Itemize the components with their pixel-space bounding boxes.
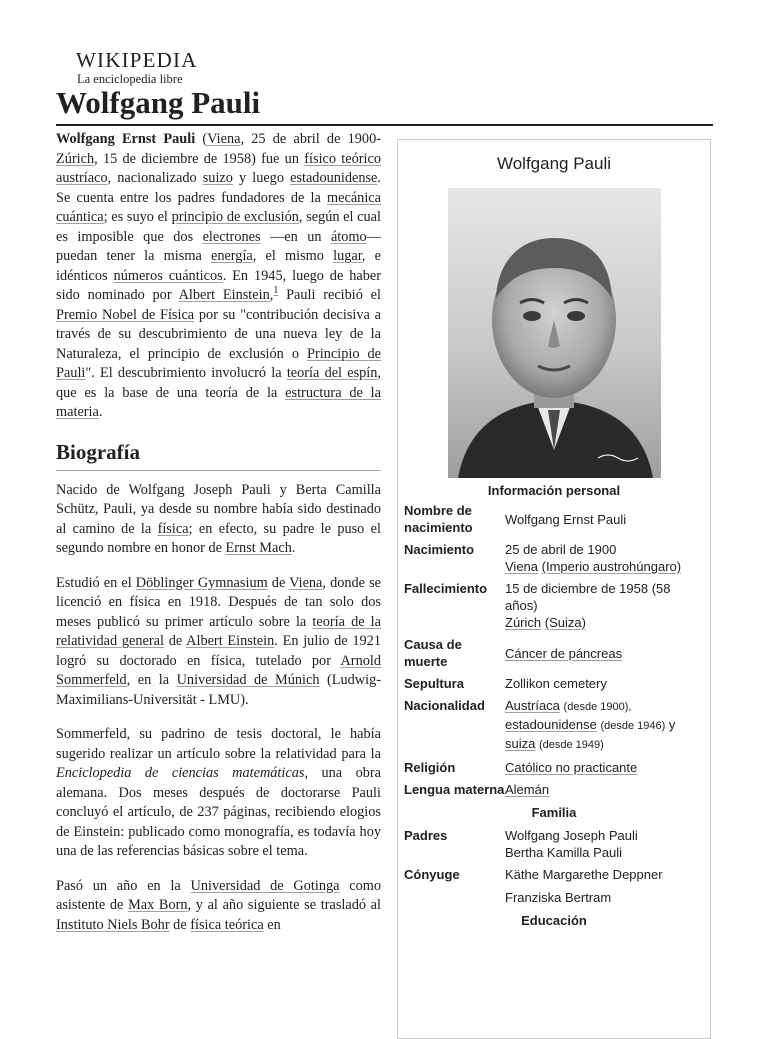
link-imperio-austrohungaro[interactable]: (Imperio austrohúngaro) (541, 559, 682, 574)
text: , que es la base de una teoría de la (56, 365, 381, 401)
infobox-rows (404, 502, 704, 935)
logo-wordmark: WIKIPEDIA (76, 48, 198, 72)
link-fisica[interactable]: física (157, 520, 189, 537)
infobox-title: Wolfgang Pauli (496, 154, 612, 173)
link-viena-infobox[interactable]: Viena (505, 559, 539, 574)
text: como asistente de (56, 877, 381, 913)
text: , el mismo (252, 248, 334, 264)
text: y luego (232, 170, 291, 186)
nationality-line-3 (505, 735, 704, 754)
link-viena-2[interactable]: Viena (289, 574, 323, 591)
link-fisica-teorica[interactable]: física teórica (190, 916, 264, 933)
text: Sommerfeld, su padrino de tesis doctoral, le había sugerido realizar un artículo sobre la relatividad para la (56, 726, 381, 762)
father: Wolfgang Joseph Pauli (505, 828, 638, 843)
page-title: Wolfgang Pauli (56, 85, 261, 120)
label-conyuge: Cónyuge (404, 867, 460, 882)
text: —en un (260, 228, 331, 245)
text: , (269, 287, 274, 303)
section-heading-biografia: Biografía (56, 438, 381, 471)
row-fallecimiento (404, 580, 704, 631)
text: . (291, 540, 296, 556)
link-energia[interactable]: energía (210, 248, 253, 264)
intro-paragraph (56, 128, 381, 423)
text: — puedan tener la misma (56, 228, 381, 264)
text: de (169, 916, 191, 933)
link-universidad-gotinga[interactable]: Universidad de Gotinga (190, 877, 340, 894)
value-nacionalidad (505, 697, 704, 754)
label-nacionalidad: Nacionalidad (404, 698, 485, 713)
text: , en la (126, 672, 177, 688)
link-estadounidense[interactable]: estadounidense (290, 170, 378, 186)
text: , según el cual es imposible que dos (56, 209, 381, 245)
text: . Se cuenta entre los padres fundadores de la (56, 170, 381, 206)
text: , donde se licenció en física en 1918. Después de tan solo dos meses publicó su primer artículo sobre la (56, 574, 381, 630)
since-1949: (desde 1949) (538, 739, 604, 751)
link-cancer-pancreas[interactable]: Cáncer de páncreas (505, 645, 623, 661)
biografia-paragraph-1 (56, 481, 381, 559)
link-estructura-materia[interactable]: estructura de la materia (56, 384, 381, 420)
label-causa-muerte: Causa de muerte (404, 637, 462, 669)
since-1946: (desde 1946) (600, 720, 666, 732)
text: ; en efecto, su padre le puso el segundo nombre en honor de (56, 520, 381, 556)
row-conyuge (404, 866, 704, 906)
link-universidad-munich[interactable]: Universidad de Múnich (176, 672, 320, 688)
text: por su "contribución decisiva a través de su descubrimiento de una nueva ley de la Naturaleza, el principio de exclusión o (56, 306, 381, 362)
link-max-born[interactable]: Max Born (128, 897, 188, 913)
row-lengua (404, 781, 704, 798)
row-nacimiento (404, 541, 704, 575)
link-albert-einstein-2[interactable]: Albert Einstein (186, 633, 275, 649)
link-estadounidense-infobox[interactable]: estadounidense (505, 717, 597, 732)
link-lugar[interactable]: lugar (333, 248, 362, 264)
link-teoria-espin[interactable]: teoría del espín (286, 365, 378, 381)
value-religion-wrap (505, 759, 704, 776)
text: ; es suyo el (103, 209, 172, 225)
link-ernst-mach[interactable]: Ernst Mach (225, 540, 292, 556)
mother: Bertha Kamilla Pauli (505, 845, 623, 860)
text: . (98, 404, 103, 420)
row-nacionalidad (404, 697, 704, 754)
link-premio-nobel[interactable]: Premio Nobel de Física (56, 306, 195, 323)
link-zurich[interactable]: Zúrich (56, 150, 95, 167)
label-fallecimiento: Fallecimiento (404, 581, 488, 596)
row-causa-muerte (404, 636, 704, 670)
biografia-paragraph-4 (56, 877, 381, 936)
link-albert-einstein[interactable]: Albert Einstein (178, 287, 270, 303)
link-arnold-sommerfeld[interactable]: Arnold Sommerfeld (56, 652, 381, 688)
link-electrones[interactable]: electrones (202, 228, 261, 245)
link-zurich-infobox[interactable]: Zúrich (505, 615, 542, 630)
link-doblinger-gymnasium[interactable]: Döblinger Gymnasium (135, 574, 268, 591)
text: Nacido de Wolfgang Joseph Pauli y Berta Camilla Schütz, Pauli, ya desde su nombre había sido destinado al camino de la (56, 481, 381, 537)
link-numeros-cuanticos[interactable]: números cuánticos (113, 267, 223, 284)
biografia-paragraph-3 (56, 725, 381, 862)
link-fisico-teorico[interactable]: físico teórico (304, 150, 381, 167)
text: , 25 de abril de 1900- (240, 131, 381, 147)
value-nombre: Wolfgang Ernst Pauli (505, 511, 627, 527)
portrait-photo[interactable] (448, 188, 661, 478)
subject-name: Wolfgang Ernst Pauli (56, 131, 196, 147)
value-causa-muerte-wrap (505, 645, 704, 662)
text: Estudió en el (56, 574, 136, 591)
birth-date: 25 de abril de 1900 (505, 542, 617, 557)
text: . En julio de 1921 logró su doctorado en física, tutelado por (56, 633, 381, 669)
article-body (56, 128, 381, 950)
link-atomo[interactable]: átomo (330, 228, 367, 245)
value-sepultura: Zollikon cemetery (505, 676, 607, 691)
row-religion (404, 759, 704, 776)
label-religion: Religión (404, 760, 456, 775)
label-sepultura: Sepultura (404, 676, 464, 691)
text: Pasó un año en la (56, 877, 191, 894)
encyclopedia-title: Enciclopedia de ciencias matemáticas (56, 765, 305, 781)
link-austriaca[interactable]: Austríaca (505, 698, 560, 713)
link-suizo[interactable]: suizo (202, 170, 233, 186)
spouse-2: Franziska Bertram (505, 890, 612, 905)
portrait-drawing (448, 188, 661, 478)
text: ( (195, 131, 208, 147)
link-catolico[interactable]: Católico no practicante (505, 760, 638, 775)
infobox (397, 139, 711, 1039)
section-educacion: Educación (521, 913, 587, 928)
link-mecanica-cuantica[interactable]: mecánica cuántica (56, 189, 381, 225)
text: de (163, 633, 187, 649)
spouse-1: Käthe Margarethe Deppner (505, 867, 663, 882)
title-divider (56, 124, 713, 126)
text: (Ludwig-Maximilians-Universität - LMU). (56, 672, 381, 708)
section-familia: Familia (531, 805, 577, 820)
conjunction: y (665, 717, 676, 732)
link-aleman[interactable]: Alemán (505, 782, 550, 797)
text: , 15 de diciembre de 1958) fue un (94, 150, 305, 167)
link-principio-pauli[interactable]: Principio de Pauli (56, 345, 381, 381)
since-1900: (desde 1900), (563, 701, 632, 713)
text: de (267, 574, 290, 591)
value-lengua-wrap (505, 781, 704, 798)
link-relatividad-general[interactable]: teoría de la relatividad general (56, 613, 381, 649)
row-nombre (404, 502, 704, 536)
label-nacimiento: Nacimiento (404, 542, 475, 557)
label-padres: Padres (404, 828, 448, 843)
row-sepultura (404, 675, 704, 692)
link-viena[interactable]: Viena (207, 131, 241, 147)
value-conyuge (505, 866, 704, 906)
logo-tagline: La enciclopedia libre (77, 72, 183, 86)
text: ". El descubrimiento involucró la (85, 365, 287, 381)
text: . En 1945, luego de haber sido nominado por (56, 267, 381, 303)
link-suiza-nacionalidad[interactable]: suiza (505, 736, 536, 751)
link-suiza[interactable]: (Suiza) (544, 615, 586, 630)
death-date: 15 de diciembre de 1958 (58 años) (505, 581, 671, 613)
text: , nacionalizado (107, 170, 203, 186)
label-lengua: Lengua materna (404, 782, 505, 797)
value-nacimiento (505, 541, 704, 575)
nationality-line-1 (505, 697, 704, 716)
wikipedia-logo[interactable] (76, 48, 198, 87)
row-padres (404, 827, 704, 861)
text: Pauli recibió el (278, 287, 381, 303)
text: , una obra alemana. Dos meses después de doctorarse Pauli concluyó el artículo, de 237 páginas, recibiendo elogios de Einstein: publicado como monografía, es todavía hoy una de las referencias básicas sobre el tema. (56, 765, 381, 859)
nationality-line-2 (505, 716, 704, 735)
label-nombre: Nombre de nacimiento (404, 503, 473, 535)
link-austriaco[interactable]: austríaco (56, 170, 108, 186)
text: en (263, 916, 281, 933)
text: , y al año siguiente se trasladó al (187, 897, 381, 913)
text: , e idénticos (56, 248, 381, 284)
death-place (505, 614, 704, 631)
biografia-paragraph-2 (56, 574, 381, 711)
value-fallecimiento (505, 580, 704, 631)
link-principio-exclusion[interactable]: principio de exclusión (171, 209, 299, 225)
reference-link[interactable]: 1 (273, 285, 279, 297)
value-padres (505, 827, 704, 861)
link-instituto-niels-bohr[interactable]: Instituto Niels Bohr (56, 916, 170, 933)
section-personal-info: Información personal (487, 483, 621, 498)
birth-place (505, 558, 704, 575)
